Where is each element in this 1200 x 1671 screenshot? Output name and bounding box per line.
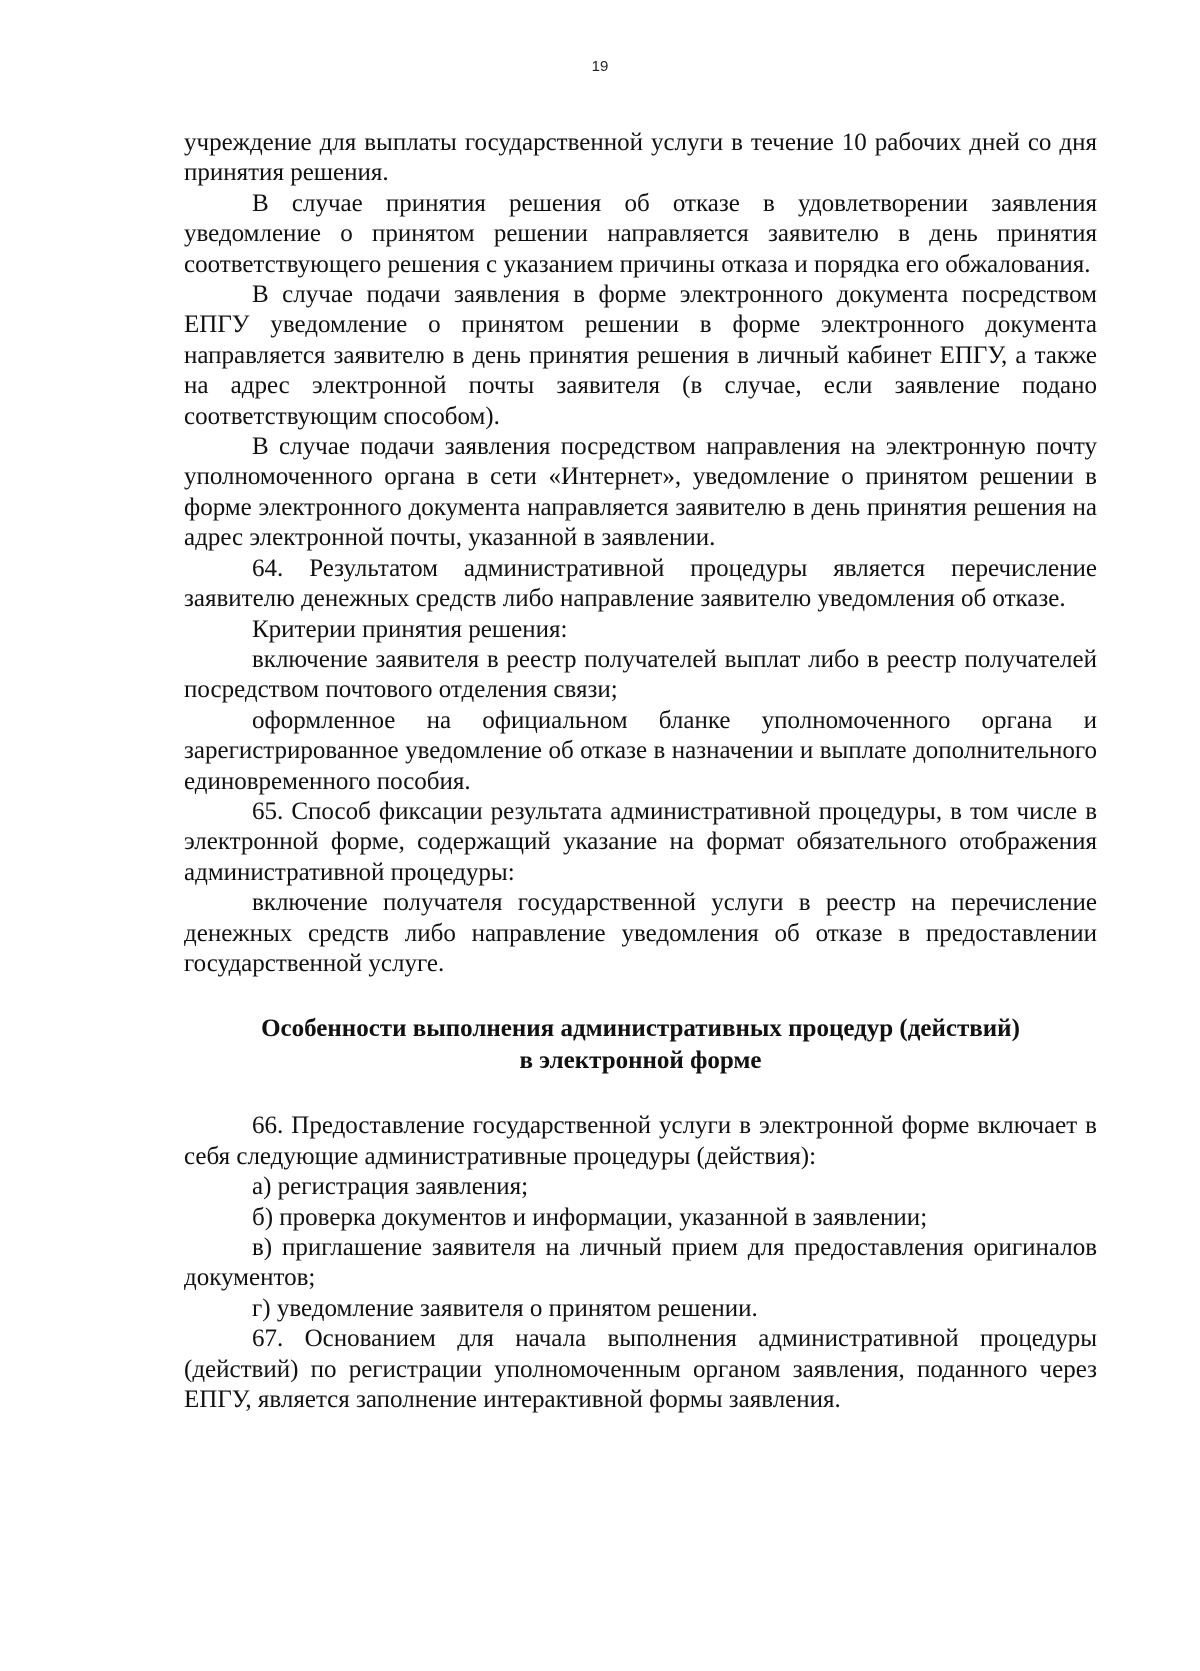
page-number: 19 bbox=[591, 58, 609, 75]
paragraph: 64. Результатом административной процедуры является перечисление заявителю денежных средств либо направление заявителю уведомления об отказе. bbox=[184, 554, 1097, 613]
paragraph: включение заявителя в реестр получателей выплат либо в реестр получателей посредством почтового отделения связи; bbox=[184, 645, 1097, 704]
list-item: а) регистрация заявления; bbox=[252, 1173, 529, 1201]
paragraph: оформленное на официальном бланке уполномоченного органа и зарегистрированное уведомление об отказе в назначении и выплате дополнительного единовременного пособия. bbox=[184, 706, 1097, 795]
section-heading-line: Особенности выполнения административных процедур (действий) bbox=[261, 1015, 1020, 1043]
section-heading-line: в электронной форме bbox=[519, 1047, 762, 1075]
paragraph: В случае принятия решения об отказе в удовлетворении заявления уведомление о принятом решении направляется заявителю в день принятия соответствующего решения с указанием причины отказа и порядка его обжалования. bbox=[184, 189, 1097, 278]
list-item: б) проверка документов и информации, указанной в заявлении; bbox=[252, 1203, 928, 1231]
paragraph: включение получателя государственной услуги в реестр на перечисление денежных средств либо направление уведомления об отказе в предоставлении государственной услуге. bbox=[184, 889, 1097, 977]
paragraph: Критерии принятия решения: bbox=[252, 615, 568, 643]
paragraph: 66. Предоставление государственной услуги в электронной форме включает в себя следующие административные процедуры (действия): bbox=[184, 1112, 1097, 1170]
paragraph: учреждение для выплаты государственной услуги в течение 10 рабочих дней со дня принятия решения. bbox=[184, 129, 1097, 187]
document-body bbox=[184, 128, 1097, 1415]
section-heading bbox=[184, 1013, 1097, 1077]
paragraph: В случае подачи заявления в форме электронного документа посредством ЕПГУ уведомление о принятом решении в форме электронного документа направляется заявителю в день принятия решения в личный кабинет ЕПГУ, а также на адрес электронной почты заявителя (в случае, если заявление подано соответствующим способом). bbox=[184, 281, 1097, 430]
paragraph: 67. Основанием для начала выполнения административной процедуры (действий) по регистрации уполномоченным органом заявления, поданного через ЕПГУ, является заполнение интерактивной формы заявления. bbox=[184, 1325, 1097, 1414]
list-item: в) приглашение заявителя на личный прием для предоставления оригиналов документов; bbox=[184, 1234, 1097, 1292]
paragraph: В случае подачи заявления посредством направления на электронную почту уполномоченного органа в сети «Интернет», уведомление о принятом решении в форме электронного документа направляется заявителю в день принятия решения на адрес электронной почты, указанной в заявлении. bbox=[184, 433, 1097, 552]
paragraph: 65. Способ фиксации результата административной процедуры, в том числе в электронной форме, содержащий указание на формат обязательного отображения административной процедуры: bbox=[184, 797, 1097, 886]
list-item: г) уведомление заявителя о принятом решении. bbox=[252, 1294, 758, 1322]
